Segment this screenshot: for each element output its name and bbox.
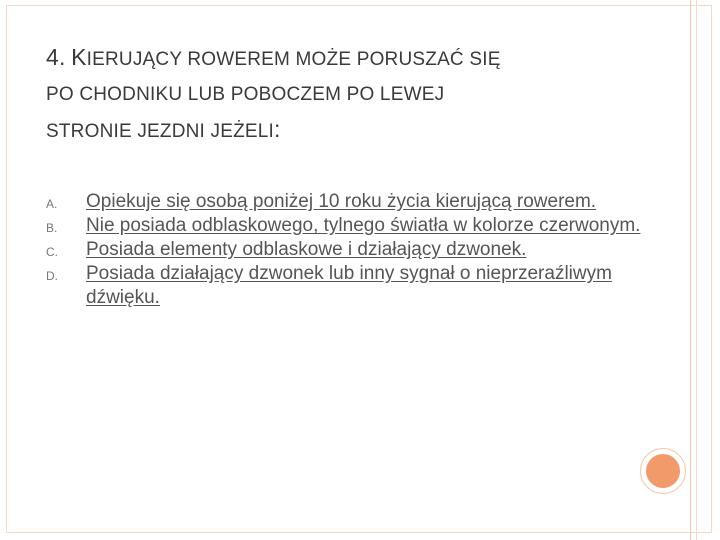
question-title xyxy=(46,40,646,149)
title-line-1 xyxy=(46,40,646,77)
answer-option-a[interactable] xyxy=(46,190,666,214)
answer-marker: D. xyxy=(46,269,58,283)
answer-option-b[interactable] xyxy=(46,214,666,238)
question-number: 4. xyxy=(46,44,66,70)
title-line-2: PO CHODNIKU LUB POBOCZEM PO LEWEJ xyxy=(46,84,445,105)
answer-list xyxy=(46,190,666,310)
decorative-vertical-line-secondary xyxy=(696,0,697,540)
answer-marker: A. xyxy=(46,197,58,211)
answer-text[interactable]: Posiada elementy odblaskowe i działający dzwonek. xyxy=(86,239,527,260)
title-line-3 xyxy=(46,112,646,149)
answer-text[interactable]: Nie posiada odblaskowego, tylnego światła w kolorze czerwonym. xyxy=(86,215,641,236)
answer-option-d[interactable] xyxy=(46,262,666,310)
decorative-circle-filled xyxy=(646,454,680,488)
answer-marker: C. xyxy=(46,245,58,259)
title-colon: : xyxy=(274,116,281,142)
decorative-vertical-line xyxy=(690,0,691,540)
title-line-1-text: IERUJĄCY ROWEREM MOŻE PORUSZAĆ SIĘ xyxy=(86,49,501,70)
title-line-3-text: STRONIE JEZDNI JEŻELI xyxy=(46,121,275,142)
answer-option-c[interactable] xyxy=(46,238,666,262)
answer-text[interactable]: Opiekuje się osobą poniżej 10 roku życia kierującą rowerem. xyxy=(86,191,597,212)
answer-marker: B. xyxy=(46,221,58,235)
answer-text[interactable]: Posiada działający dzwonek lub inny sygnał o nieprzeraźliwym dźwięku. xyxy=(86,263,612,308)
title-first-letter: K xyxy=(71,44,87,70)
